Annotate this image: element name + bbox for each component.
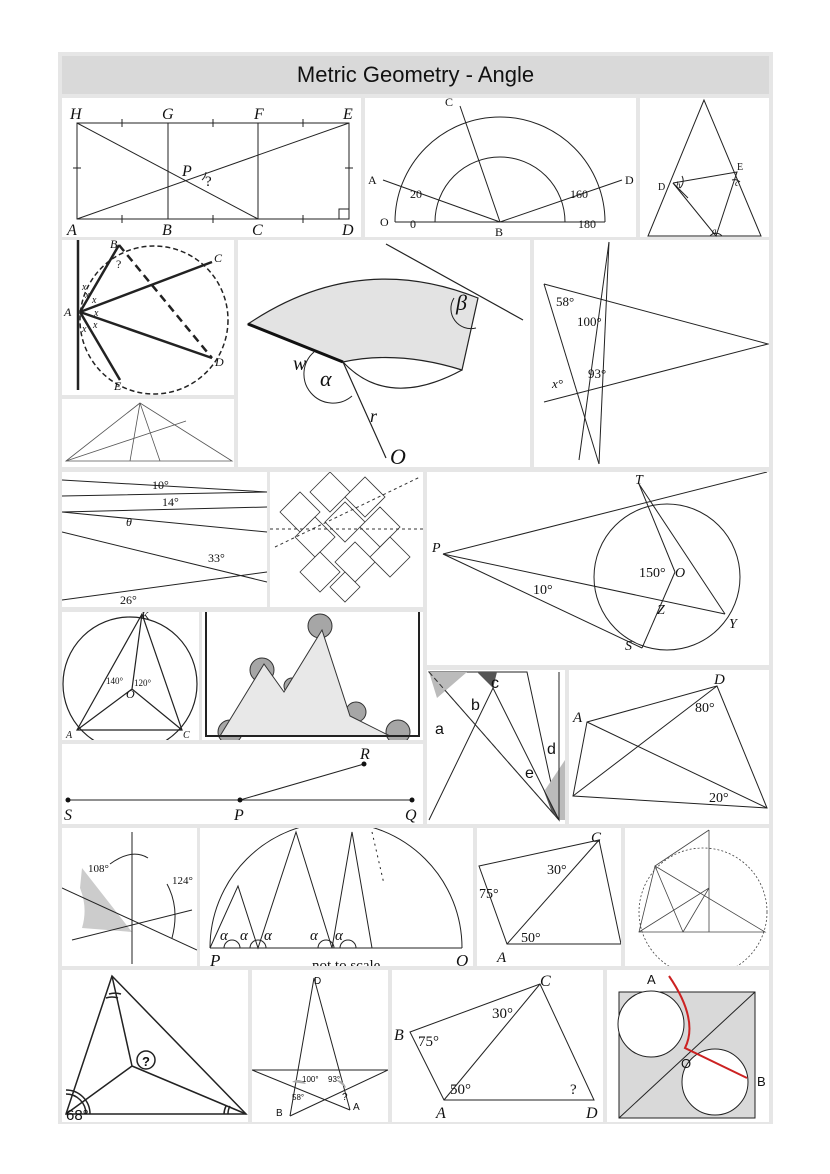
figure-folded-paper [427,670,565,824]
figure-quadrilateral-75-30-50 [477,828,621,966]
angle-x-2: x [85,290,90,301]
label-D: D [714,672,725,688]
label-O: O [675,566,686,581]
figure-circumcircle [625,828,769,966]
figure-triangle-inscribed-quad [640,98,769,237]
angle-alpha-1: α [220,928,228,944]
angle-124: 124° [172,875,193,887]
angle-75: 75° [418,1034,439,1050]
label-B: B [394,1027,404,1044]
label-C: C [183,730,190,741]
label-C: C [214,251,223,265]
label-A: A [573,710,583,726]
angle-120: 120° [134,678,152,688]
angle-75: 75° [479,887,499,902]
angle-14: 14° [162,495,179,509]
figure-star-triangle [252,970,388,1122]
angle-c: c [491,675,499,692]
label-D: D [586,1105,598,1122]
angle-20: 20° [709,791,729,806]
angle-33: 33° [208,551,225,565]
figure-circle-chords [62,237,234,395]
angle-30: 30° [492,1006,513,1022]
unknown-angle-mark: ? [142,1054,150,1069]
label-S: S [625,639,632,654]
label-C: C [591,830,602,846]
figure-triangle-small [62,399,234,467]
angle-80: 80° [695,701,715,716]
label-E: E [114,379,122,393]
angle-alpha-3: α [264,928,272,944]
unknown-angle-mark: ? [205,174,212,190]
angle-x-4: x [94,308,99,319]
label-O: O [456,951,469,970]
angle-58: 58° [292,1093,305,1102]
angle-68: 68° [66,1107,89,1124]
label-A: A [353,1102,360,1113]
label-Y: Y [729,617,737,632]
label-O: O [681,1056,692,1071]
figure-square-circles [607,970,769,1122]
label-S: S [64,807,72,824]
label-Q: Q [405,807,417,824]
angle-e: e [525,765,534,782]
unknown-angle-mark: ? [342,1092,348,1103]
angle-x-6: x [82,324,87,335]
angle-h: h [676,180,681,190]
scale-0: 0 [410,217,416,231]
figure-triangle-bisectors [62,970,248,1122]
label-E: E [737,162,744,173]
angle-50: 50° [521,931,541,946]
label-A: A [66,730,73,741]
figure-semicircle-zigzag [200,828,473,970]
label-B: B [276,1108,283,1119]
label-D: D [658,182,666,193]
not-to-scale-note [312,958,381,966]
angle-d: d [547,741,556,758]
angle-alpha-4: α [310,928,318,944]
unknown-angle-mark: ? [570,1082,577,1098]
label-F: F [254,106,264,123]
label-P: P [182,163,192,180]
label-P: P [210,951,221,970]
angle-alpha: α [320,366,332,391]
label-B: B [110,237,118,251]
label-A: A [436,1105,446,1122]
angle-b: b [471,697,480,714]
angle-x-3: x [92,295,97,306]
angle-10: 10° [533,583,553,598]
angle-93: 93° [588,366,607,381]
figure-quadrilateral-question [392,970,603,1122]
label-A: A [497,950,507,966]
figure-intersecting-lines [62,828,197,966]
figure-mountain-circles [202,612,423,740]
label-C: C [540,973,551,990]
label-A: A [368,173,377,187]
label-H: H [70,106,82,123]
angle-x: x° [552,376,563,391]
angle-100: 100° [302,1075,319,1084]
angle-108: 108° [88,863,109,875]
label-C: C [252,222,263,239]
figure-inscribed-triangle [62,612,199,740]
angle-140: 140° [106,676,124,686]
label-P: P [234,807,244,824]
figure-star-angles [534,240,769,467]
angle-alpha-2: α [240,928,248,944]
figure-quadrilateral-diagonals [569,670,769,824]
label-D: D [314,976,322,987]
angle-93: 93° [328,1075,341,1084]
angle-26: 26° [120,593,137,607]
label-O: O [390,444,406,469]
label-D: D [625,173,634,187]
figure-converging-lines [62,472,267,607]
label-T: T [635,473,643,488]
label-O: O [126,687,135,701]
angle-beta: β [456,290,467,315]
angle-a: a [712,226,717,236]
angle-a: a [435,721,444,738]
angle-50: 50° [450,1082,471,1098]
figure-square-tiles [270,472,423,607]
label-C: C [445,95,454,109]
label-D: D [342,222,354,239]
scale-160: 160 [570,187,588,201]
label-B: B [757,1074,766,1089]
angle-150: 150° [639,566,666,581]
angle-58: 58° [556,294,575,309]
figure-rectangle-diagonals [62,98,361,237]
label-A: A [64,305,72,319]
figure-annular-sector [238,240,530,467]
label-D: D [215,355,224,369]
scale-20: 20 [410,187,422,201]
label-A: A [67,222,77,239]
label-G: G [162,106,174,123]
angle-c: c [735,178,739,188]
label-R: R [360,746,370,763]
angle-theta: θ [126,515,132,529]
label-P: P [432,541,441,556]
angle-alpha-5: α [335,928,343,944]
page-title: Metric Geometry - Angle [296,62,535,87]
angle-x-1: x [82,282,87,293]
angle-100: 100° [577,314,602,329]
figure-segment-PQR [62,744,423,824]
title-bar [62,56,769,94]
label-K: K [142,611,150,622]
label-E: E [343,106,353,123]
label-w: w [293,353,307,375]
angle-30: 30° [547,863,567,878]
scale-180: 180 [578,217,596,231]
figure-protractor [365,95,636,239]
label-B: B [495,225,504,239]
unknown-angle-mark: ? [116,257,122,271]
label-r: r [370,406,378,426]
label-Z: Z [657,603,665,618]
angle-10: 10° [152,478,169,492]
label-O: O [380,215,389,229]
angle-x-5: x [93,320,98,331]
figure-tangent-circle [427,472,769,665]
label-A: A [647,972,656,987]
label-B: B [162,222,172,239]
